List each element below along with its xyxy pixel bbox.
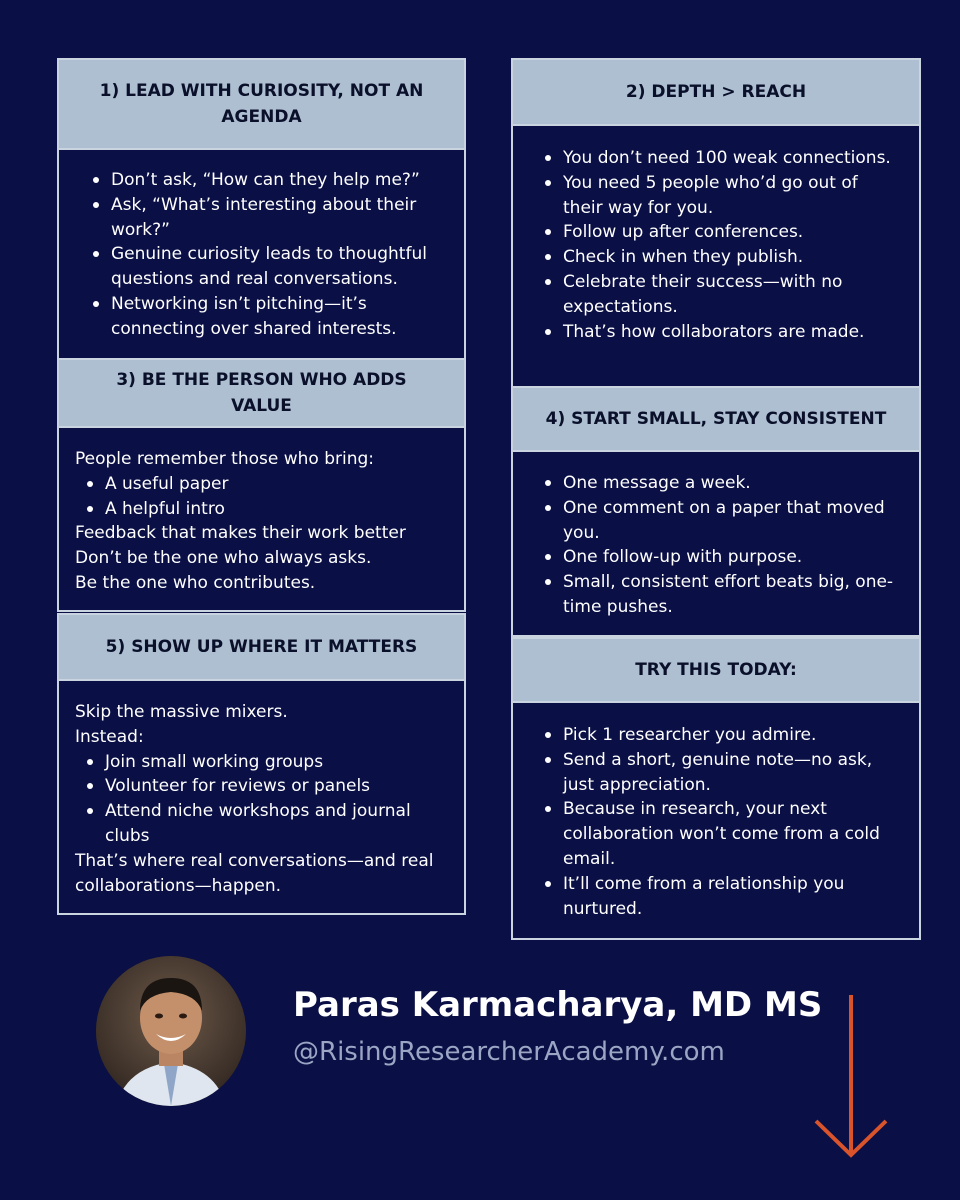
portrait-icon <box>96 956 246 1106</box>
list-item: A useful paper <box>83 472 448 497</box>
list-item: One message a week. <box>541 471 901 496</box>
card-title: 4) START SMALL, STAY CONSISTENT <box>513 388 919 452</box>
card-line: That’s where real conversations—and real collaborations—happen. <box>75 850 434 896</box>
card-body <box>513 703 919 921</box>
card-body <box>513 126 919 344</box>
author-handle: @RisingResearcherAcademy.com <box>293 1037 725 1067</box>
list-item: It’ll come from a relationship you nurtured. <box>541 872 903 922</box>
list-item: Genuine curiosity leads to thoughtful questions and real conversations. <box>89 242 444 292</box>
list-item: Join small working groups <box>83 750 448 775</box>
card-body <box>59 681 464 898</box>
card-line: Feedback that makes their work better <box>75 523 406 544</box>
author-name: Paras Karmacharya, MD MS <box>293 985 823 1025</box>
list-item: You don’t need 100 weak connections. <box>541 146 901 171</box>
list-item: One comment on a paper that moved you. <box>541 496 901 546</box>
list-item: A helpful intro <box>83 497 448 522</box>
list-item: One follow-up with purpose. <box>541 545 901 570</box>
card-intro: Skip the massive mixers. <box>75 702 288 722</box>
card-line: Be the one who contributes. <box>75 572 316 593</box>
card-adds-value <box>57 358 466 612</box>
card-body <box>513 452 919 620</box>
bullet-list <box>75 750 448 849</box>
list-item: Small, consistent effort beats big, one-time pushes. <box>541 570 901 620</box>
card-intro: People remember those who bring: <box>75 449 375 469</box>
list-item: Networking isn’t pitching—it’s connecting over shared interests. <box>89 292 444 342</box>
author-avatar <box>96 956 246 1106</box>
card-title: 5) SHOW UP WHERE IT MATTERS <box>59 615 464 681</box>
card-depth-reach <box>511 58 921 388</box>
card-show-up <box>57 613 466 915</box>
list-item: Check in when they publish. <box>541 245 901 270</box>
bullet-list <box>541 146 901 344</box>
card-title: 2) DEPTH > REACH <box>513 60 919 126</box>
list-item: Ask, “What’s interesting about their work?” <box>89 193 444 243</box>
list-item: Volunteer for reviews or panels <box>83 774 448 799</box>
card-title: 1) LEAD WITH CURIOSITY, NOT AN AGENDA <box>59 60 464 150</box>
card-start-small <box>511 386 921 637</box>
bullet-list <box>541 723 903 921</box>
list-item: You need 5 people who’d go out of their way for you. <box>541 171 901 221</box>
list-item: Don’t ask, “How can they help me?” <box>89 168 444 193</box>
card-title: 3) BE THE PERSON WHO ADDS VALUE <box>59 360 464 428</box>
bullet-list <box>541 471 901 620</box>
list-item: Because in research, your next collaboration won’t come from a cold email. <box>541 797 903 871</box>
arrow-down-icon <box>812 995 890 1160</box>
bullet-list <box>89 168 444 342</box>
list-item: Pick 1 researcher you admire. <box>541 723 903 748</box>
list-item: Attend niche workshops and journal clubs <box>83 799 448 849</box>
list-item: Celebrate their success—with no expectations. <box>541 270 901 320</box>
card-line: Don’t be the one who always asks. <box>75 548 372 569</box>
card-title: TRY THIS TODAY: <box>513 639 919 703</box>
card-intro: Instead: <box>75 726 144 747</box>
card-body <box>59 150 464 342</box>
list-item: Follow up after conferences. <box>541 220 901 245</box>
bullet-list <box>75 472 448 522</box>
list-item: That’s how collaborators are made. <box>541 320 901 345</box>
card-try-this-today <box>511 637 921 940</box>
card-body <box>59 428 464 596</box>
card-lead-with-curiosity <box>57 58 466 360</box>
list-item: Send a short, genuine note—no ask, just appreciation. <box>541 748 903 798</box>
